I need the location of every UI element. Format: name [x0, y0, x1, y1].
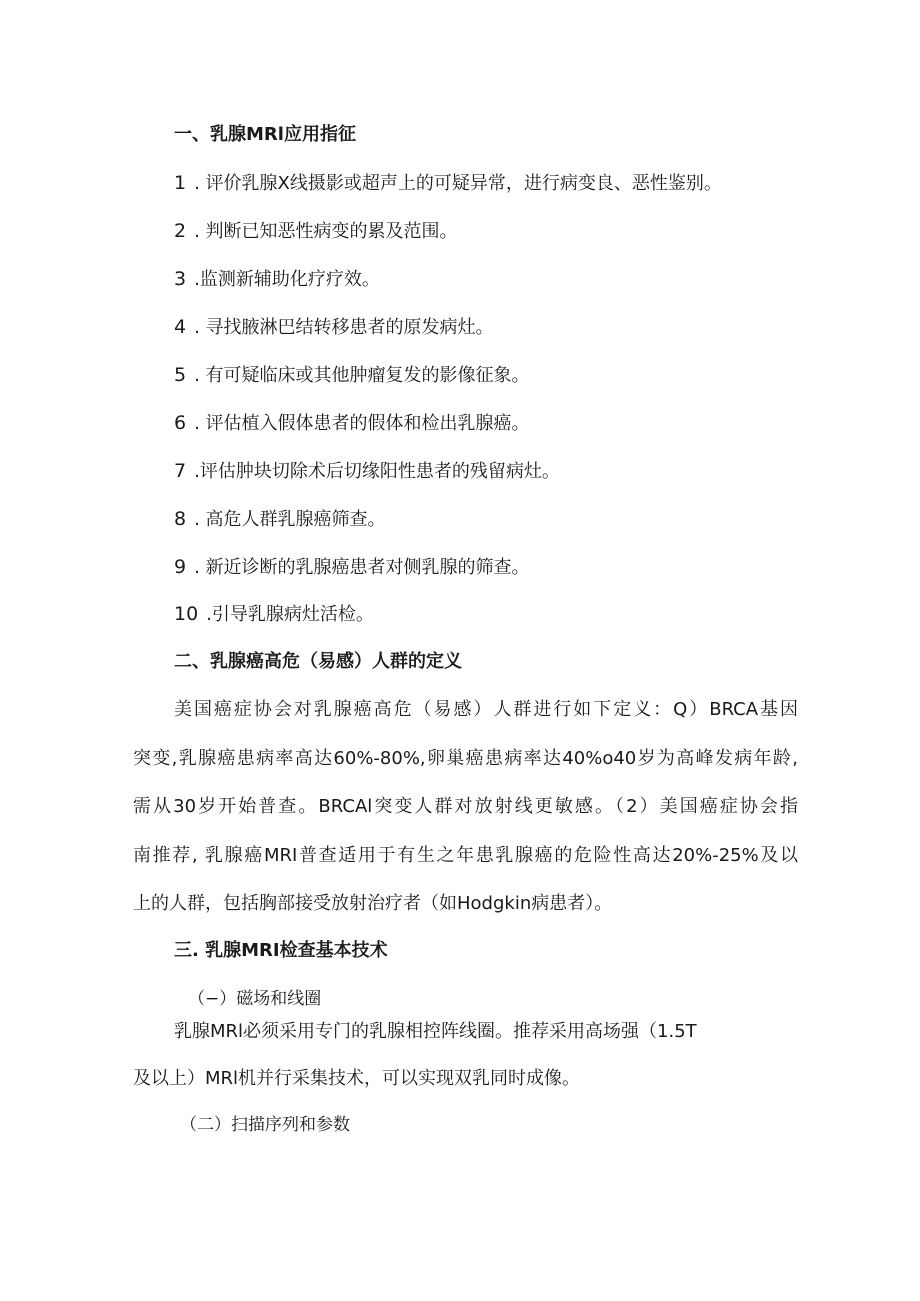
indication-item-10 — [174, 603, 374, 626]
item-text: . 评价乳腺X线摄影或超声上的可疑异常，进行病变良、恶性鉴别。 — [194, 173, 722, 194]
paragraph-line: 突变,乳腺癌患病率高达60%-80%,卵巢癌患病率达40%o40岁为高峰发病年龄, — [133, 747, 798, 769]
subsection-1-line-2: 及以上）MRl机并行采集技术，可以实现双乳同时成像。 — [133, 1068, 581, 1089]
indication-item-8 — [174, 508, 386, 531]
indication-item-4 — [174, 316, 494, 339]
paragraph-line: 南推荐, 乳腺癌MRI普查适用于有生之年患乳腺癌的危险性高达20%-25%及以 — [133, 844, 799, 866]
item-number: 5 — [174, 364, 187, 386]
item-text: . 新近诊断的乳腺癌患者对侧乳腺的筛查。 — [194, 557, 530, 578]
subsection-1-heading: （−）磁场和线圈 — [188, 989, 322, 1009]
item-text: . 高危人群乳腺癌筛查。 — [194, 509, 386, 530]
item-text: .监测新辅助化疗疗效。 — [194, 269, 380, 290]
indication-item-2 — [174, 220, 458, 243]
item-text: .评估肿块切除术后切缘阳性患者的残留病灶。 — [194, 461, 560, 482]
item-text: . 寻找腋淋巴结转移患者的原发病灶。 — [194, 317, 494, 338]
indication-item-1 — [174, 172, 722, 195]
item-text: . 有可疑临床或其他肿瘤复发的影像征象。 — [194, 365, 530, 386]
subsection-2-heading: （二）扫描序列和参数 — [180, 1115, 350, 1135]
item-number: 3 — [174, 268, 187, 290]
section-2-paragraph — [133, 686, 798, 929]
indication-item-9 — [174, 556, 530, 579]
section-2-heading: 二、乳腺癌高危（易感）人群的定义 — [174, 651, 462, 672]
item-number: 7 — [174, 460, 187, 482]
section-1-heading: 一、乳腺MRl应用指征 — [174, 124, 356, 145]
section-3-heading: 三. 乳腺MRI检查基本技术 — [174, 940, 388, 961]
item-number: 6 — [174, 412, 187, 434]
item-text: . 评估植入假体患者的假体和检出乳腺癌。 — [194, 413, 530, 434]
item-number: 1 — [174, 172, 187, 194]
item-number: 2 — [174, 220, 187, 242]
indication-item-7 — [174, 460, 560, 483]
paragraph-line: 上的人群，包括胸部接受放射治疗者（如Hodgkin病患者）。 — [133, 893, 613, 914]
subsection-1-line-1: 乳腺MRl必须采用专门的乳腺相控阵线圈。推荐采用高场强（1.5T — [174, 1021, 697, 1042]
item-number: 4 — [174, 316, 187, 338]
indication-item-6 — [174, 412, 530, 435]
item-number: 8 — [174, 508, 187, 530]
paragraph-line: 需从30岁开始普查。BRCAl突变人群对放射线更敏感。（2）美国癌症协会指 — [133, 796, 798, 817]
indication-item-5 — [174, 364, 530, 387]
item-number: 9 — [174, 556, 187, 578]
item-text: .引导乳腺病灶活检。 — [206, 604, 374, 625]
paragraph-line: 美国癌症协会对乳腺癌高危（易感）人群进行如下定义：Q）BRCA基因 — [174, 699, 798, 720]
item-number: 10 — [174, 603, 199, 625]
indication-item-3 — [174, 268, 380, 291]
item-text: . 判断已知恶性病变的累及范围。 — [194, 221, 458, 242]
